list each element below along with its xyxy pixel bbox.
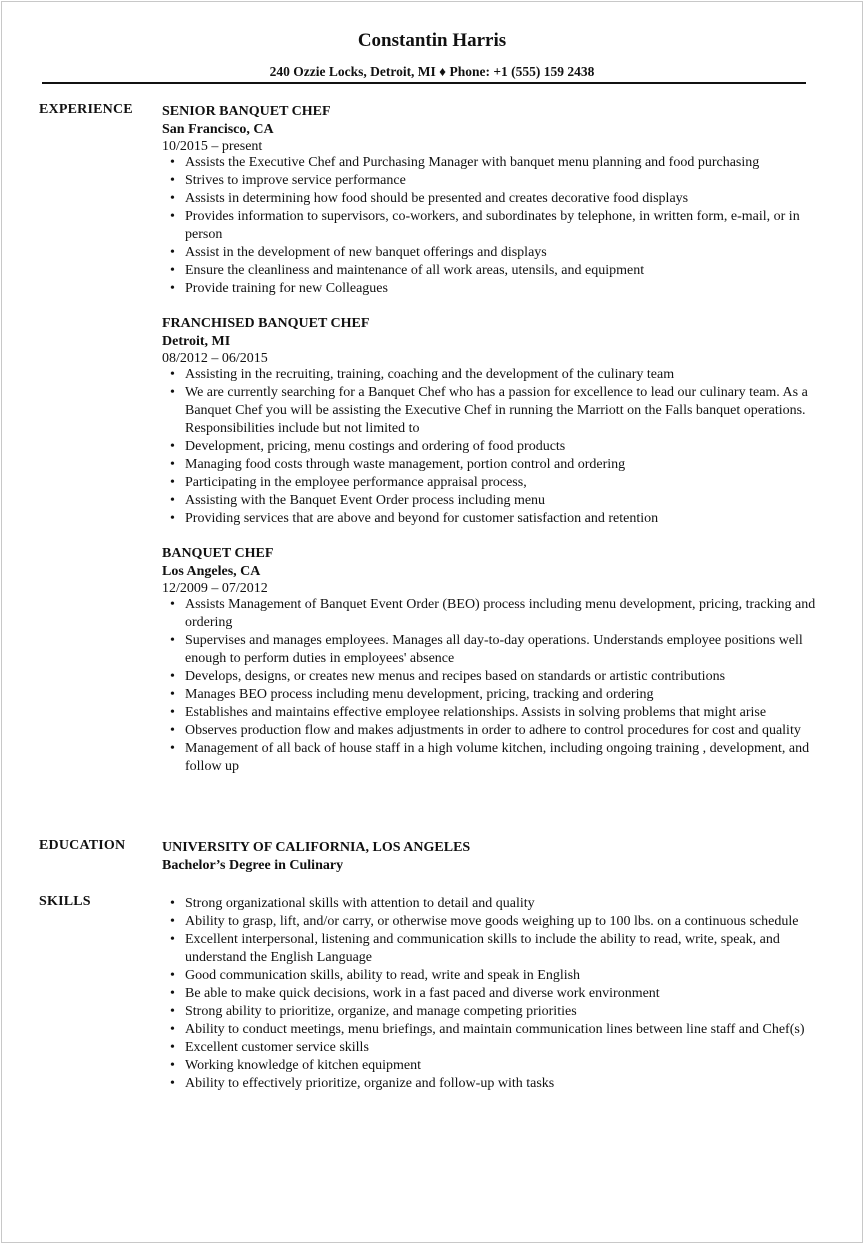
job-dates: 08/2012 – 06/2015 xyxy=(162,351,268,366)
duty-item: • Observes production flow and makes adjustments in order to adhere to control procedures for cost and quality xyxy=(162,722,822,740)
duty-item: • Assisting in the recruiting, training, coaching and the development of the culinary team xyxy=(162,366,822,384)
duty-item: • Participating in the employee performance appraisal process, xyxy=(162,474,822,492)
skill-item: • Strong ability to prioritize, organize, and manage competing priorities xyxy=(162,1003,822,1021)
duty-item: • Provide training for new Colleagues xyxy=(162,280,822,298)
school-name: UNIVERSITY OF CALIFORNIA, LOS ANGELES xyxy=(162,840,471,855)
education-label: EDUCATION xyxy=(39,838,126,853)
skill-item: • Good communication skills, ability to read, write and speak in English xyxy=(162,967,822,985)
job-duties xyxy=(162,154,822,298)
duty-item: • Managing food costs through waste management, portion control and ordering xyxy=(162,456,822,474)
header-divider xyxy=(42,82,806,84)
duty-item: • Strives to improve service performance xyxy=(162,172,822,190)
skill-item: • Ability to grasp, lift, and/or carry, or otherwise move goods weighing up to 100 lbs. on a continuous schedule xyxy=(162,913,822,931)
skill-item: • Strong organizational skills with attention to detail and quality xyxy=(162,895,822,913)
job-duties xyxy=(162,596,822,776)
job-entry xyxy=(162,545,822,776)
candidate-name: Constantin Harris xyxy=(357,30,507,51)
job-location: San Francisco, CA xyxy=(162,122,274,137)
skill-item: • Ability to effectively prioritize, organize and follow-up with tasks xyxy=(162,1075,822,1093)
experience-label: EXPERIENCE xyxy=(39,102,133,117)
experience-section xyxy=(162,103,822,793)
duty-item: • Provides information to supervisors, co-workers, and subordinates by telephone, in written form, e-mail, or in person xyxy=(162,208,822,244)
skills-section xyxy=(162,895,822,1093)
degree-name: Bachelor’s Degree in Culinary xyxy=(162,858,344,873)
skill-item: • Excellent interpersonal, listening and communication skills to include the ability to read, write, speak, and understand the English Language xyxy=(162,931,822,967)
duty-item: • Ensure the cleanliness and maintenance of all work areas, utensils, and equipment xyxy=(162,262,822,280)
skill-item: • Working knowledge of kitchen equipment xyxy=(162,1057,822,1075)
duty-item: • Development, pricing, menu costings and ordering of food products xyxy=(162,438,822,456)
job-dates: 12/2009 – 07/2012 xyxy=(162,581,268,596)
duty-item: • Assists in determining how food should be presented and creates decorative food displays xyxy=(162,190,822,208)
skill-item: • Ability to conduct meetings, menu briefings, and maintain communication lines between line staff and Chef(s) xyxy=(162,1021,822,1039)
duty-item: • We are currently searching for a Banquet Chef who has a passion for excellence to lead our culinary team. As a Banquet Chef you will be assisting the Executive Chef in running the Marriott on the Falls banquet operations. Responsibilities include but not limited to xyxy=(162,384,822,438)
duty-item: • Establishes and maintains effective employee relationships. Assists in solving problems that might arise xyxy=(162,704,822,722)
job-location: Los Angeles, CA xyxy=(162,564,261,579)
duty-item: • Assist in the development of new banquet offerings and displays xyxy=(162,244,822,262)
job-duties xyxy=(162,366,822,528)
duty-item: • Assists the Executive Chef and Purchasing Manager with banquet menu planning and food purchasing xyxy=(162,154,822,172)
skills-label: SKILLS xyxy=(39,894,91,909)
job-dates: 10/2015 – present xyxy=(162,139,263,154)
duty-item: • Assisting with the Banquet Event Order process including menu xyxy=(162,492,822,510)
job-title: FRANCHISED BANQUET CHEF xyxy=(162,316,370,331)
duty-item: • Manages BEO process including menu development, pricing, tracking and ordering xyxy=(162,686,822,704)
duty-item: • Develops, designs, or creates new menus and recipes based on standards or artistic contributions xyxy=(162,668,822,686)
job-entry xyxy=(162,103,822,298)
job-title: SENIOR BANQUET CHEF xyxy=(162,104,331,119)
contact-line: 240 Ozzie Locks, Detroit, MI ♦ Phone: +1 (555) 159 2438 xyxy=(269,64,595,79)
job-location: Detroit, MI xyxy=(162,334,231,349)
duty-item: • Supervises and manages employees. Manages all day-to-day operations. Understands employee positions well enough to perform duties in employees' absence xyxy=(162,632,822,668)
duty-item: • Assists Management of Banquet Event Order (BEO) process including menu development, pricing, tracking and ordering xyxy=(162,596,822,632)
education-section xyxy=(162,839,822,875)
duty-item: • Management of all back of house staff in a high volume kitchen, including ongoing training , development, and follow up xyxy=(162,740,822,776)
skill-item: • Excellent customer service skills xyxy=(162,1039,822,1057)
skill-item: • Be able to make quick decisions, work in a fast paced and diverse work environment xyxy=(162,985,822,1003)
duty-item: • Providing services that are above and beyond for customer satisfaction and retention xyxy=(162,510,822,528)
skills-list xyxy=(162,895,822,1093)
job-entry xyxy=(162,315,822,528)
job-title: BANQUET CHEF xyxy=(162,546,274,561)
resume-page xyxy=(1,1,863,1243)
